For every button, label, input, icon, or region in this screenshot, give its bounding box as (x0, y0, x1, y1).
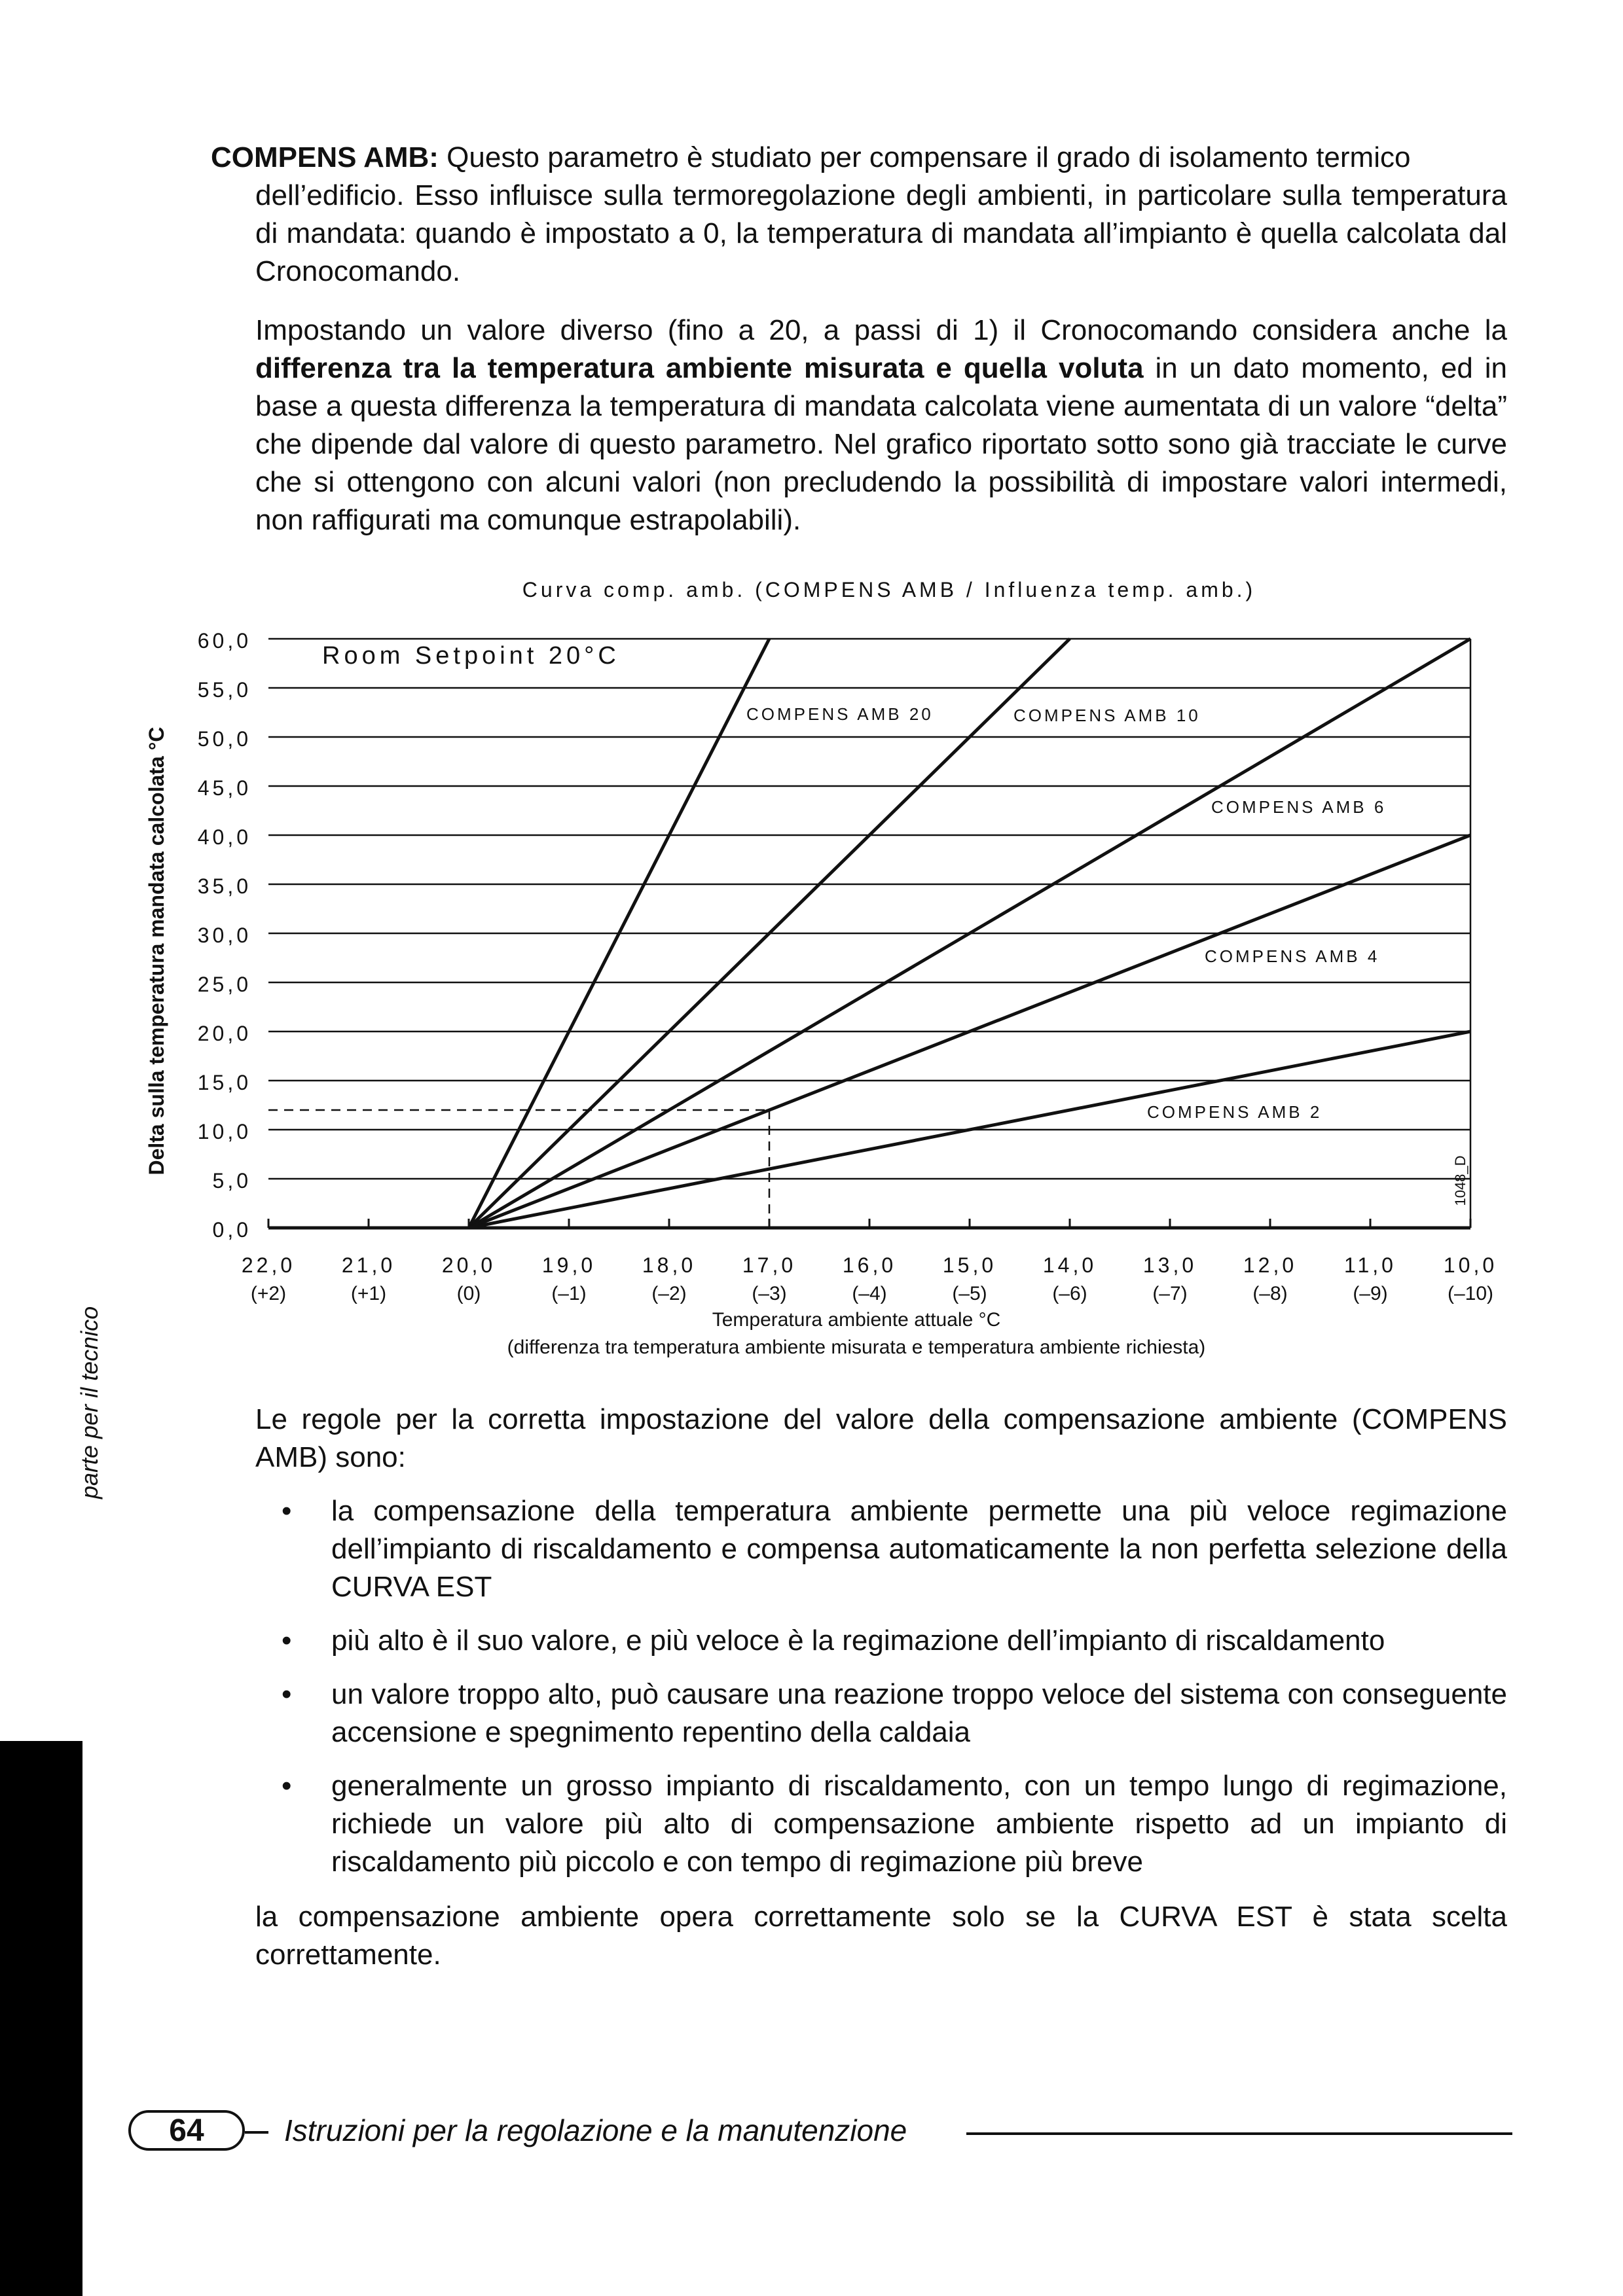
y-tick-label: 25,0 (197, 973, 251, 996)
side-section-label: parte per il tecnico (76, 1306, 103, 1499)
rules-intro: Le regole per la corretta impostazione del valore della compensazione ambiente (COMPENS AMB) sono: (255, 1403, 1507, 1473)
x-tick-sublabel: (0) (456, 1283, 481, 1304)
para2-before: Impostando un valore diverso (fino a 20, a passi di 1) il Cronocomando considera anche la (255, 314, 1507, 346)
rule-item (255, 1492, 1507, 1606)
series-label: COMPENS AMB 2 (1147, 1102, 1322, 1122)
x-tick-label: 19,0 (541, 1253, 596, 1277)
series-label: COMPENS AMB 20 (746, 704, 934, 724)
y-tick-label: 60,0 (197, 629, 251, 653)
compensation-chart (0, 576, 1623, 1388)
closing-paragraph: la compensazione ambiente opera correttamente solo se la CURVA EST è stata scelta correttamente. (255, 1901, 1507, 1971)
para2-after: in un dato momento, ed in base a questa differenza la temperatura di mandata calcolata viene aumentata di un valore “delta” che dipende dal valore di questo parametro. Nel grafico riportato sotto sono già tracciate le curve che si ottengono con alcuni valori (non precludendo la possibilità di impostare valori intermedi, non raffigurati ma comunque estrapolabili). (255, 352, 1507, 536)
x-tick-sublabel: (–4) (852, 1283, 887, 1304)
rule-text: la compensazione della temperatura ambiente permette una più veloce regimazione dell’impianto di riscaldamento e compensa automaticamente la non perfetta selezione della CURVA EST (331, 1495, 1507, 1603)
rule-item (255, 1676, 1507, 1751)
chart-svg (0, 576, 1623, 1388)
page-number: 64 (128, 2110, 245, 2151)
y-tick-label: 20,0 (197, 1022, 251, 1045)
x-tick-label: 15,0 (942, 1253, 997, 1277)
x-tick-sublabel: (+1) (350, 1283, 387, 1304)
x-tick-label: 22,0 (241, 1253, 296, 1277)
bullet-icon: • (282, 1770, 292, 1802)
x-axis-label: Temperatura ambiente attuale °C (712, 1309, 1001, 1331)
y-tick-label: 45,0 (197, 776, 251, 800)
y-tick-label: 30,0 (197, 924, 251, 947)
x-tick-label: 13,0 (1142, 1253, 1197, 1277)
intro-rest: dell’edificio. Esso influisce sulla termoregolazione degli ambienti, in particolare sulla temperatura di mandata: quando è impostato a 0, la temperatura di mandata all’impianto è quella calcolata dal Cronocomando. (255, 179, 1507, 287)
term-label: COMPENS AMB: (211, 141, 439, 173)
series-label: COMPENS AMB 10 (1013, 706, 1201, 725)
intro-line1: Questo parametro è studiato per compensare il grado di isolamento termico (438, 141, 1411, 173)
x-tick-label: 11,0 (1344, 1253, 1396, 1277)
rule-text: più alto è il suo valore, e più veloce è la regimazione dell’impianto di riscaldamento (331, 1624, 1385, 1657)
intro-paragraph (211, 139, 1507, 291)
y-tick-label: 5,0 (212, 1169, 251, 1193)
x-tick-label: 16,0 (842, 1253, 897, 1277)
footer-connector (245, 2131, 268, 2134)
y-tick-label: 50,0 (197, 727, 251, 751)
para2-bold: differenza tra la temperatura ambiente misurata e quella voluta (255, 352, 1144, 384)
x-tick-label: 20,0 (441, 1253, 496, 1277)
second-paragraph (255, 312, 1507, 539)
x-tick-label: 21,0 (341, 1253, 396, 1277)
x-tick-sublabel: (+2) (250, 1283, 287, 1304)
x-tick-sublabel: (–8) (1252, 1283, 1288, 1304)
x-tick-sublabel: (–6) (1052, 1283, 1087, 1304)
x-tick-label: 18,0 (642, 1253, 697, 1277)
y-tick-label: 55,0 (197, 678, 251, 702)
rule-item (255, 1767, 1507, 1881)
x-tick-sublabel: (–9) (1353, 1283, 1388, 1304)
x-tick-sublabel: (–2) (651, 1283, 687, 1304)
x-tick-label: 14,0 (1042, 1253, 1097, 1277)
series-label: COMPENS AMB 4 (1205, 946, 1380, 966)
bullet-icon: • (282, 1495, 292, 1527)
y-tick-label: 10,0 (197, 1120, 251, 1143)
rule-item (255, 1622, 1507, 1660)
bullet-icon: • (282, 1678, 292, 1710)
y-tick-label: 40,0 (197, 825, 251, 849)
y-tick-label: 15,0 (197, 1071, 251, 1094)
x-tick-label: 10,0 (1443, 1253, 1498, 1277)
figure-code: 1048_D (1452, 1155, 1468, 1206)
x-axis-sublabel: (differenza tra temperatura ambiente misurata e temperatura ambiente richiesta) (507, 1336, 1206, 1358)
x-tick-sublabel: (–7) (1152, 1283, 1188, 1304)
y-tick-label: 35,0 (197, 874, 251, 898)
x-tick-label: 12,0 (1243, 1253, 1298, 1277)
rule-text: generalmente un grosso impianto di riscaldamento, con un tempo lungo di regimazione, richiede un valore più alto di compensazione ambiente rispetto ad un impianto di riscaldamento più piccolo e con tempo di regimazione più breve (331, 1770, 1507, 1878)
setpoint-annotation: Room Setpoint 20°C (322, 642, 620, 670)
bullet-icon: • (282, 1624, 292, 1657)
series-label: COMPENS AMB 6 (1211, 797, 1387, 817)
x-tick-sublabel: (–10) (1447, 1283, 1494, 1304)
rules-list (255, 1492, 1507, 1897)
x-tick-sublabel: (–3) (752, 1283, 787, 1304)
chart-title: Curva comp. amb. (COMPENS AMB / Influenza temp. amb.) (522, 578, 1256, 601)
x-tick-label: 17,0 (742, 1253, 797, 1277)
footer-rule (966, 2132, 1512, 2135)
side-tab-bar (0, 1741, 82, 2296)
footer-title: Istruzioni per la regolazione e la manutenzione (284, 2113, 907, 2147)
x-tick-sublabel: (–5) (952, 1283, 987, 1304)
y-tick-label: 0,0 (212, 1218, 251, 1242)
x-tick-sublabel: (–1) (551, 1283, 587, 1304)
y-axis-label: Delta sulla temperatura mandata calcolata °C (145, 726, 168, 1175)
rule-text: un valore troppo alto, può causare una reazione troppo veloce del sistema con conseguente accensione e spegnimento repentino della caldaia (331, 1678, 1507, 1748)
